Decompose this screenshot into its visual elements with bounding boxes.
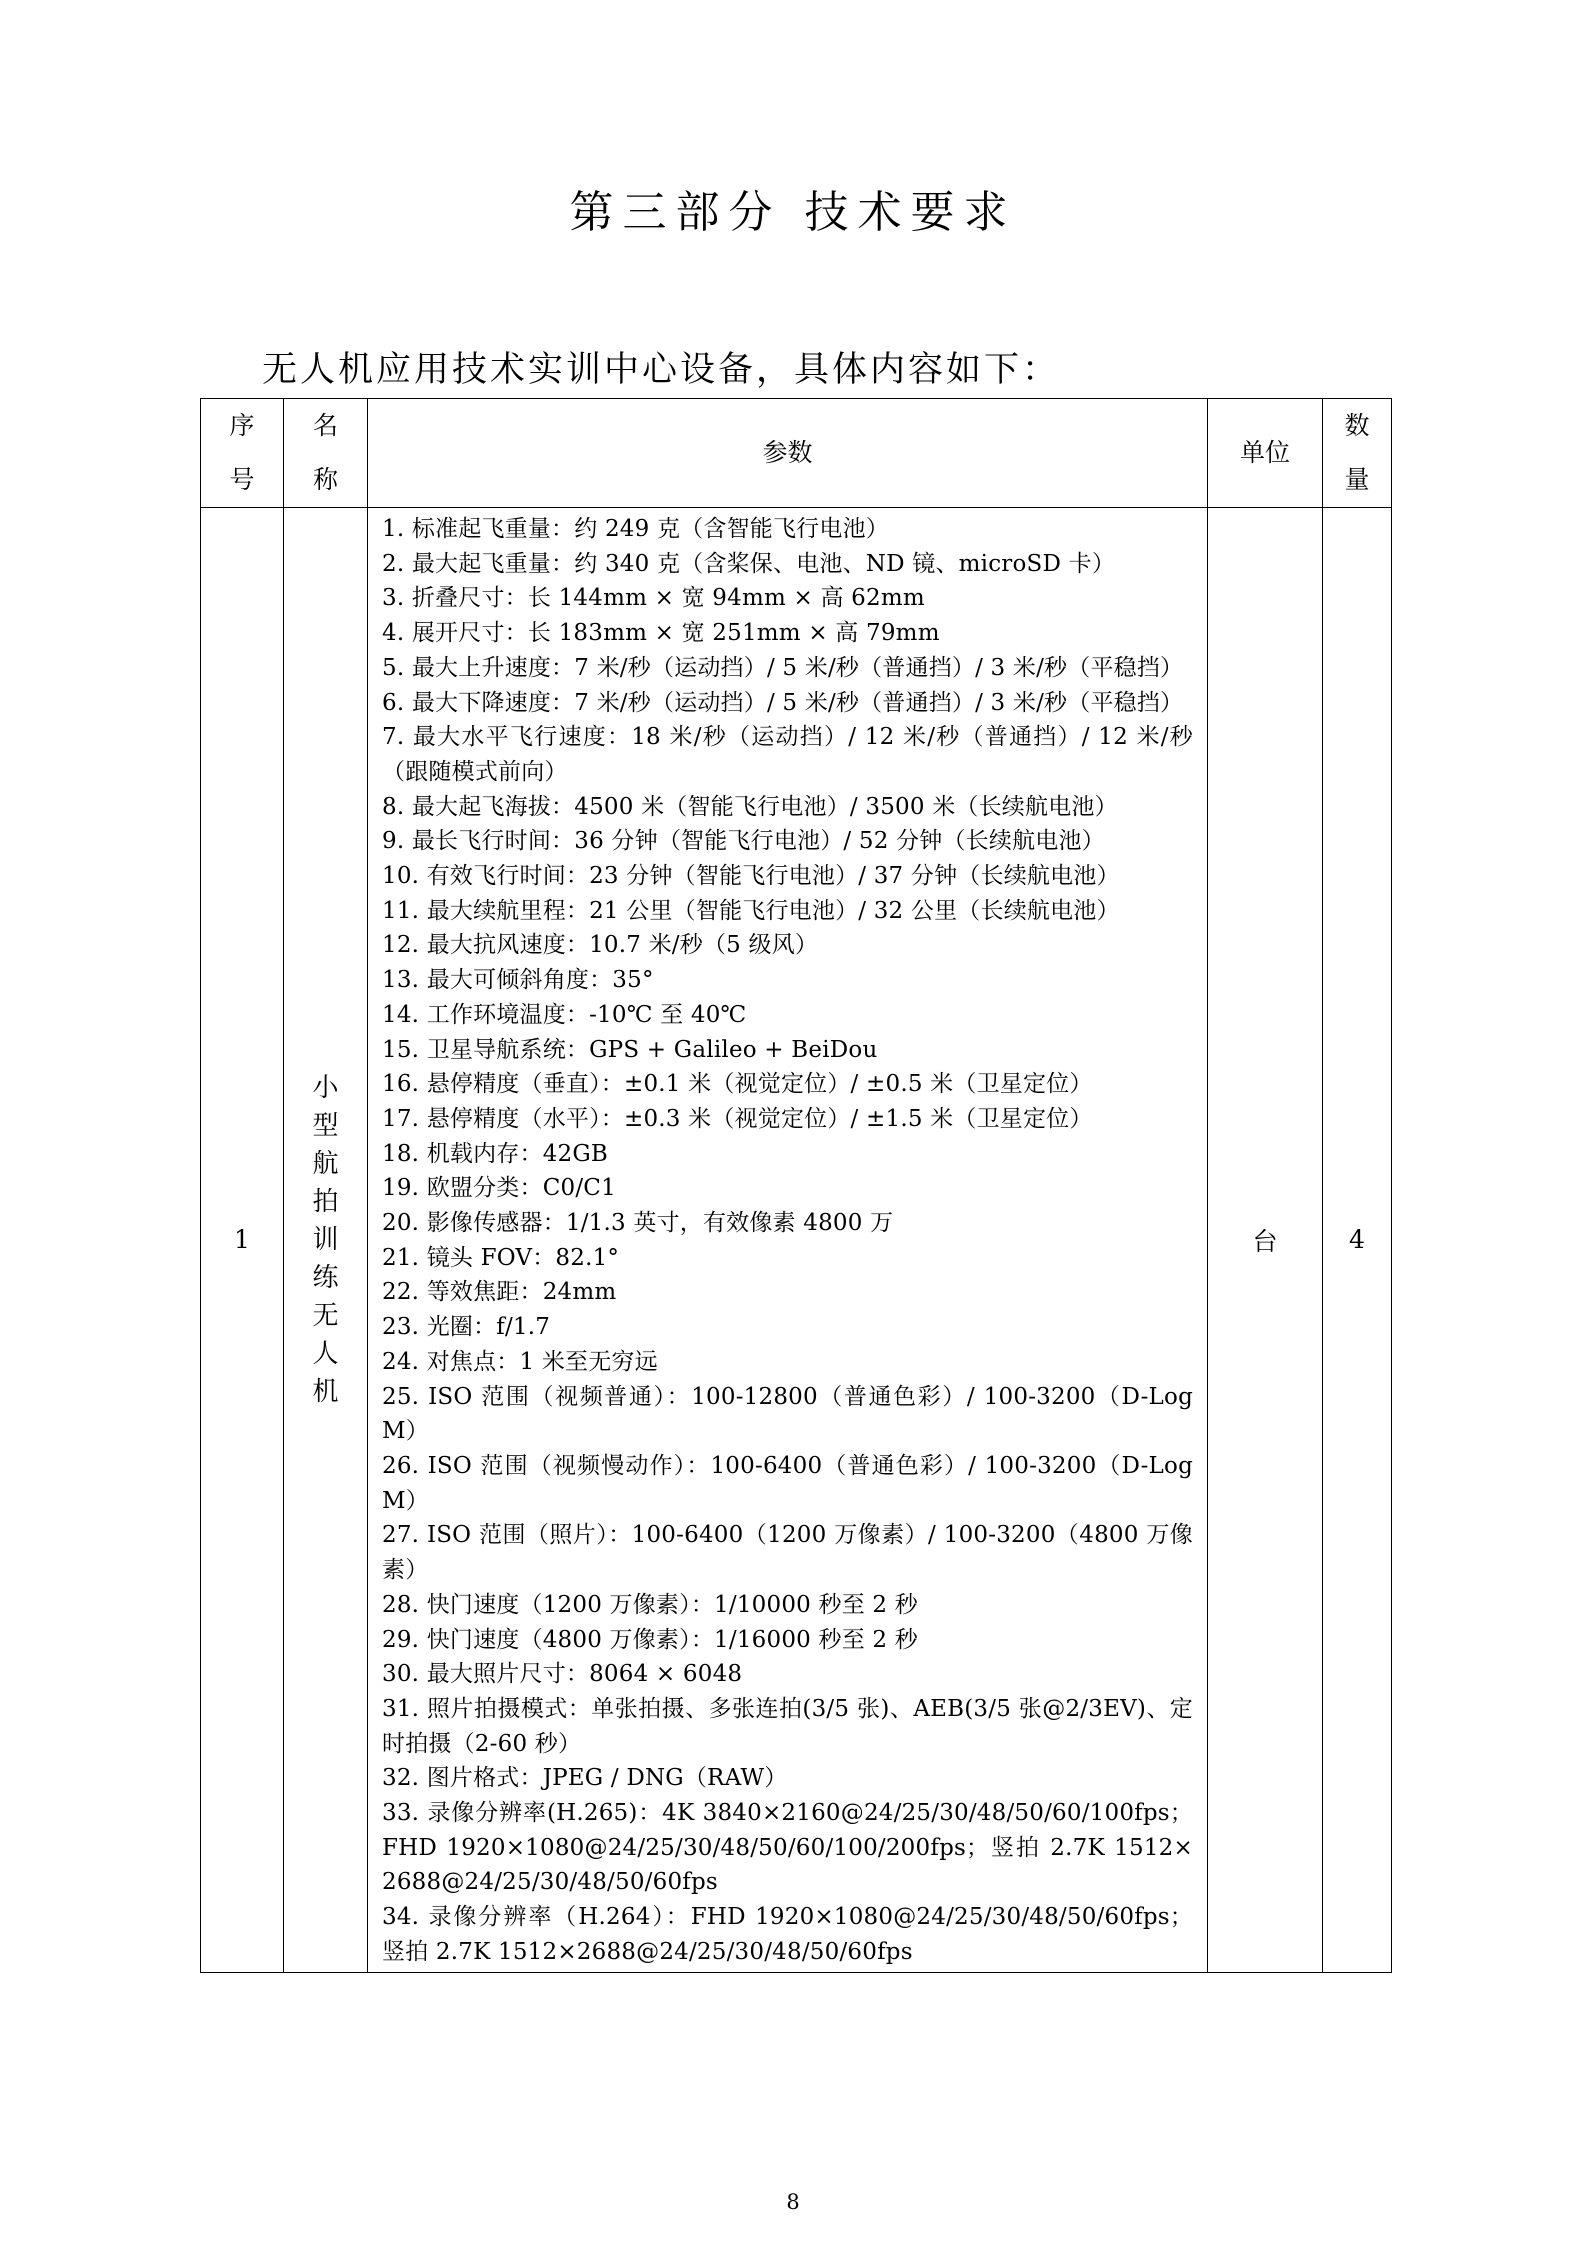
param-item: 17. 悬停精度（水平）：±0.3 米（视觉定位）/ ±1.5 米（卫星定位）: [382, 1105, 1093, 1132]
header-qty: [1323, 399, 1392, 508]
header-unit: 单位: [1208, 399, 1323, 508]
param-item: 15. 卫星导航系统：GPS + Galileo + BeiDou: [382, 1036, 878, 1063]
param-item: 10. 有效飞行时间：23 分钟（智能飞行电池）/ 37 分钟（长续航电池）: [382, 863, 1120, 890]
param-item: 30. 最大照片尺寸：8064 × 6048: [382, 1661, 743, 1688]
param-item: 7. 最大水平飞行速度：18 米/秒（运动挡）/ 12 米/秒（普通挡）/ 12 米/秒（跟随模式前向）: [382, 724, 1193, 785]
page-number: 8: [786, 2190, 800, 2214]
spec-table: [200, 398, 1392, 1973]
param-item: 2. 最大起飞重量：约 340 克（含桨保、电池、ND 镜、microSD 卡）: [382, 550, 1116, 577]
param-item: 22. 等效焦距：24mm: [382, 1279, 617, 1306]
table-header-row: [201, 399, 1392, 508]
param-item: 19. 欧盟分类：C0/C1: [382, 1175, 616, 1202]
intro-text: 无人机应用技术实训中心设备，具体内容如下：: [262, 350, 1061, 390]
param-item: 14. 工作环境温度：-10℃ 至 40℃: [382, 1001, 747, 1028]
param-item: 20. 影像传感器：1/1.3 英寸，有效像素 4800 万: [382, 1210, 894, 1237]
param-item: 23. 光圈：f/1.7: [382, 1314, 551, 1341]
param-item: 25. ISO 范围（视频普通）：100-12800（普通色彩）/ 100-3200（D-Log M）: [382, 1383, 1201, 1445]
header-params: 参数: [368, 399, 1208, 508]
param-item: 16. 悬停精度（垂直）：±0.1 米（视觉定位）/ ±0.5 米（卫星定位）: [382, 1071, 1093, 1098]
param-item: 29. 快门速度（4800 万像素）：1/16000 秒至 2 秒: [382, 1626, 918, 1653]
page-title: 第三部分 技术要求: [569, 187, 1017, 238]
row-no: 1: [201, 508, 284, 1973]
param-item: 1. 标准起飞重量：约 249 克（含智能飞行电池）: [382, 516, 889, 542]
row-name: [284, 508, 368, 1973]
param-item: 18. 机载内存：42GB: [382, 1140, 609, 1167]
param-item: 31. 照片拍摄模式：单张拍摄、多张连拍(3/5 张)、AEB(3/5 张@2/3EV)、定时拍摄（2-60 秒）: [382, 1695, 1193, 1757]
row-qty: 4: [1323, 508, 1392, 1973]
param-item: 9. 最长飞行时间：36 分钟（智能飞行电池）/ 52 分钟（长续航电池）: [382, 828, 1105, 855]
header-name-text: 名 称: [312, 411, 338, 494]
header-name: [284, 399, 368, 508]
table-row: [201, 508, 1392, 1973]
param-item: 28. 快门速度（1200 万像素）：1/10000 秒至 2 秒: [382, 1591, 918, 1618]
param-item: 33. 录像分辨率(H.265)：4K 3840×2160@24/25/30/48/50/60/100fps；FHD 1920×1080@24/25/30/48/50/60/100/200fps；竖拍 2.7K 1512×2688@24/25/30/48/50/60fps: [382, 1800, 1193, 1896]
param-item: 13. 最大可倾斜角度：35°: [382, 967, 654, 994]
param-item: 3. 折叠尺寸：长 144mm × 宽 94mm × 高 62mm: [382, 585, 925, 612]
row-params: [368, 508, 1208, 1973]
param-item: 5. 最大上升速度：7 米/秒（运动挡）/ 5 米/秒（普通挡）/ 3 米/秒（平稳挡）: [382, 654, 1184, 681]
param-item: 26. ISO 范围（视频慢动作）：100-6400（普通色彩）/ 100-3200（D-Log M）: [382, 1452, 1201, 1514]
param-item: 6. 最大下降速度：7 米/秒（运动挡）/ 5 米/秒（普通挡）/ 3 米/秒（平稳挡）: [382, 689, 1184, 716]
param-item: 24. 对焦点：1 米至无穷远: [382, 1348, 658, 1375]
header-no: [201, 399, 284, 508]
param-item: 8. 最大起飞海拔：4500 米（智能飞行电池）/ 3500 米（长续航电池）: [382, 793, 1118, 820]
param-item: 21. 镜头 FOV：82.1°: [382, 1244, 620, 1271]
param-item: 12. 最大抗风速度：10.7 米/秒（5 级风）: [382, 932, 819, 959]
row-name-text: 小 型 航 拍 训 练 无 人 机: [312, 1072, 339, 1407]
header-qty-text: 数 量: [1344, 411, 1370, 494]
param-item: 27. ISO 范围（照片）：100-6400（1200 万像素）/ 100-3200（4800 万像素）: [382, 1522, 1193, 1584]
param-item: 11. 最大续航里程：21 公里（智能飞行电池）/ 32 公里（长续航电池）: [382, 897, 1120, 924]
param-item: 4. 展开尺寸：长 183mm × 宽 251mm × 高 79mm: [382, 620, 940, 647]
param-item: 34. 录像分辨率（H.264）：FHD 1920×1080@24/25/30/48/50/60fps；竖拍 2.7K 1512×2688@24/25/30/48/50/60fps: [382, 1904, 1193, 1965]
param-item: 32. 图片格式：JPEG / DNG（RAW）: [382, 1765, 788, 1792]
header-no-text: 序 号: [229, 411, 255, 494]
row-unit: 台: [1208, 508, 1323, 1973]
